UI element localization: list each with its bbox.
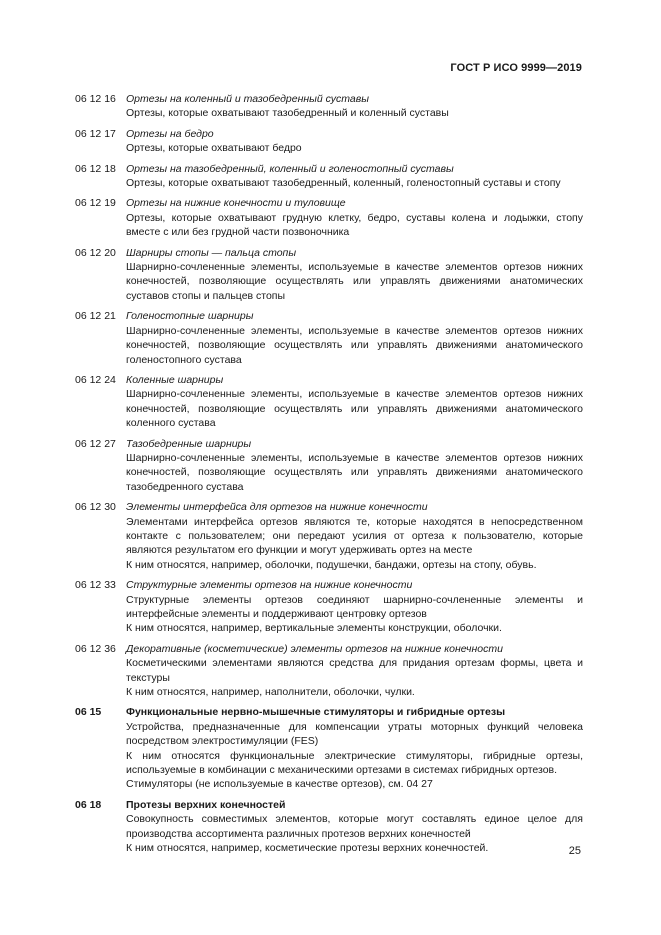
entry-description: К ним относятся, например, наполнители, оболочки, чулки. bbox=[126, 686, 415, 699]
entry-body bbox=[126, 309, 583, 367]
entry-body bbox=[126, 500, 583, 572]
classification-entry bbox=[75, 437, 583, 495]
entry-description: Стимуляторы (не используемые в качестве ортезов), см. 04 27 bbox=[126, 778, 433, 791]
classification-entry bbox=[75, 798, 583, 856]
entry-code: 06 12 20 bbox=[75, 246, 116, 259]
entry-code: 06 12 19 bbox=[75, 197, 116, 210]
classification-entry bbox=[75, 246, 583, 304]
entry-title: Коленные шарниры bbox=[126, 373, 224, 386]
classification-entry bbox=[75, 92, 583, 121]
entry-body bbox=[126, 798, 583, 856]
entry-title: Ортезы на коленный и тазобедренный суставы bbox=[126, 93, 369, 105]
entry-description: Элементами интерфейса ортезов являются те, которые находятся в непосредственном контакте с пользователем; они передают усилия от ортеза к пользователю, которые являются результатом его функции и могут удерживать ортез на месте bbox=[126, 515, 583, 557]
classification-entry bbox=[75, 196, 583, 239]
classification-entry bbox=[75, 705, 583, 791]
entry-title: Шарниры стопы — пальца стопы bbox=[126, 246, 297, 259]
entry-code: 06 12 36 bbox=[75, 642, 116, 655]
entry-description: К ним относятся, например, вертикальные элементы конструкции, оболочки. bbox=[126, 622, 502, 635]
entry-title: Функциональные нервно-мышечные стимуляторы и гибридные ортезы bbox=[126, 706, 506, 719]
entry-description: Шарнирно-сочлененные элементы, используемые в качестве элементов ортезов нижних конечностей, позволяющие осуществлять или управлять движениями анатомического коленного сустава bbox=[126, 388, 583, 430]
entry-description: Ортезы, которые охватывают грудную клетку, бедро, суставы колена и лодыжки, стопу вместе с или без грудной части позвоночника bbox=[126, 211, 583, 239]
entry-description: Устройства, предназначенные для компенсации утраты моторных функций человека посредством электростимуляции (FES) bbox=[126, 720, 583, 748]
entry-body bbox=[126, 127, 583, 156]
entry-title: Тазобедренные шарниры bbox=[126, 437, 252, 450]
entry-description: Ортезы, которые охватывают тазобедренный, коленный, голеностопный суставы и стопу bbox=[126, 177, 561, 190]
entry-description: К ним относятся, например, косметические протезы верхних конечностей. bbox=[126, 842, 489, 855]
entry-code: 06 12 17 bbox=[75, 127, 116, 140]
entry-description: К ним относятся функциональные электрические стимуляторы, гибридные ортезы, используемые в комбинации с механическими ортезами в системах гибридных ортезов. bbox=[126, 749, 583, 777]
entry-description: Ортезы, которые охватывают тазобедренный и коленный суставы bbox=[126, 107, 449, 120]
entry-description: Совокупность совместимых элементов, которые могут составлять единое целое для производства ассортимента различных протезов верхних конечностей bbox=[126, 813, 583, 840]
classification-entry bbox=[75, 309, 583, 367]
entry-body bbox=[126, 196, 583, 239]
classification-entry bbox=[75, 373, 583, 431]
entry-title: Протезы верхних конечностей bbox=[126, 798, 286, 811]
entry-body bbox=[126, 246, 583, 304]
entry-body bbox=[126, 92, 583, 121]
entry-code: 06 12 33 bbox=[75, 579, 116, 592]
page-number: 25 bbox=[568, 845, 581, 857]
entry-body bbox=[126, 437, 583, 495]
entry-code: 06 12 27 bbox=[75, 437, 116, 450]
entry-code: 06 12 30 bbox=[75, 501, 116, 514]
entry-title: Структурные элементы ортезов на нижние конечности bbox=[126, 579, 413, 592]
entry-description: Косметическими элементами являются средства для придания ортезам формы, цвета и текстуры bbox=[126, 657, 583, 684]
entry-title: Голеностопные шарниры bbox=[126, 310, 254, 323]
classification-entry bbox=[75, 162, 583, 191]
entry-title: Ортезы на бедро bbox=[126, 127, 214, 140]
entry-code: 06 12 21 bbox=[75, 310, 116, 323]
classification-entry bbox=[75, 500, 583, 572]
entry-description: Шарнирно-сочлененные элементы, используемые в качестве элементов ортезов нижних конечностей, позволяющие осуществлять или управлять движениями анатомического голеностопного сустава bbox=[126, 324, 583, 366]
entry-title: Декоративные (косметические) элементы ортезов на нижние конечности bbox=[126, 642, 503, 655]
entry-code: 06 18 bbox=[75, 798, 102, 811]
entry-title: Элементы интерфейса для ортезов на нижние конечности bbox=[126, 501, 428, 514]
entry-description: К ним относятся, например, оболочки, подушечки, бандажи, ортезы на стопу, обувь. bbox=[126, 558, 537, 571]
entry-body bbox=[126, 578, 583, 636]
entry-description: Ортезы, которые охватывают бедро bbox=[126, 142, 302, 155]
classification-list bbox=[75, 92, 583, 862]
entry-code: 06 15 bbox=[75, 706, 102, 719]
entry-description: Шарнирно-сочлененные элементы, используемые в качестве элементов ортезов нижних конечностей, позволяющие осуществлять или управлять движениями анатомического тазобедренного сустава bbox=[126, 451, 583, 493]
entry-title: Ортезы на нижние конечности и туловище bbox=[126, 197, 346, 210]
document-header: ГОСТ Р ИСО 9999—2019 bbox=[450, 62, 582, 74]
entry-description: Шарнирно-сочлененные элементы, используемые в качестве элементов ортезов нижних конечностей, позволяющие осуществлять или управлять движениями анатомических суставов стопы и пальцев стопы bbox=[126, 261, 583, 302]
entry-title: Ортезы на тазобедренный, коленный и голеностопный суставы bbox=[126, 162, 454, 175]
classification-entry bbox=[75, 127, 583, 156]
entry-body bbox=[126, 373, 583, 431]
classification-entry bbox=[75, 578, 583, 636]
classification-entry bbox=[75, 642, 583, 700]
entry-body bbox=[126, 705, 583, 791]
entry-body bbox=[126, 642, 583, 700]
entry-description: Структурные элементы ортезов соединяют шарнирно-сочлененные элементы и интерфейсные элементы и поддерживают центровку ортезов bbox=[126, 593, 583, 620]
entry-body bbox=[126, 162, 583, 191]
entry-code: 06 12 24 bbox=[75, 373, 116, 386]
entry-code: 06 12 16 bbox=[75, 93, 116, 105]
entry-code: 06 12 18 bbox=[75, 162, 116, 175]
